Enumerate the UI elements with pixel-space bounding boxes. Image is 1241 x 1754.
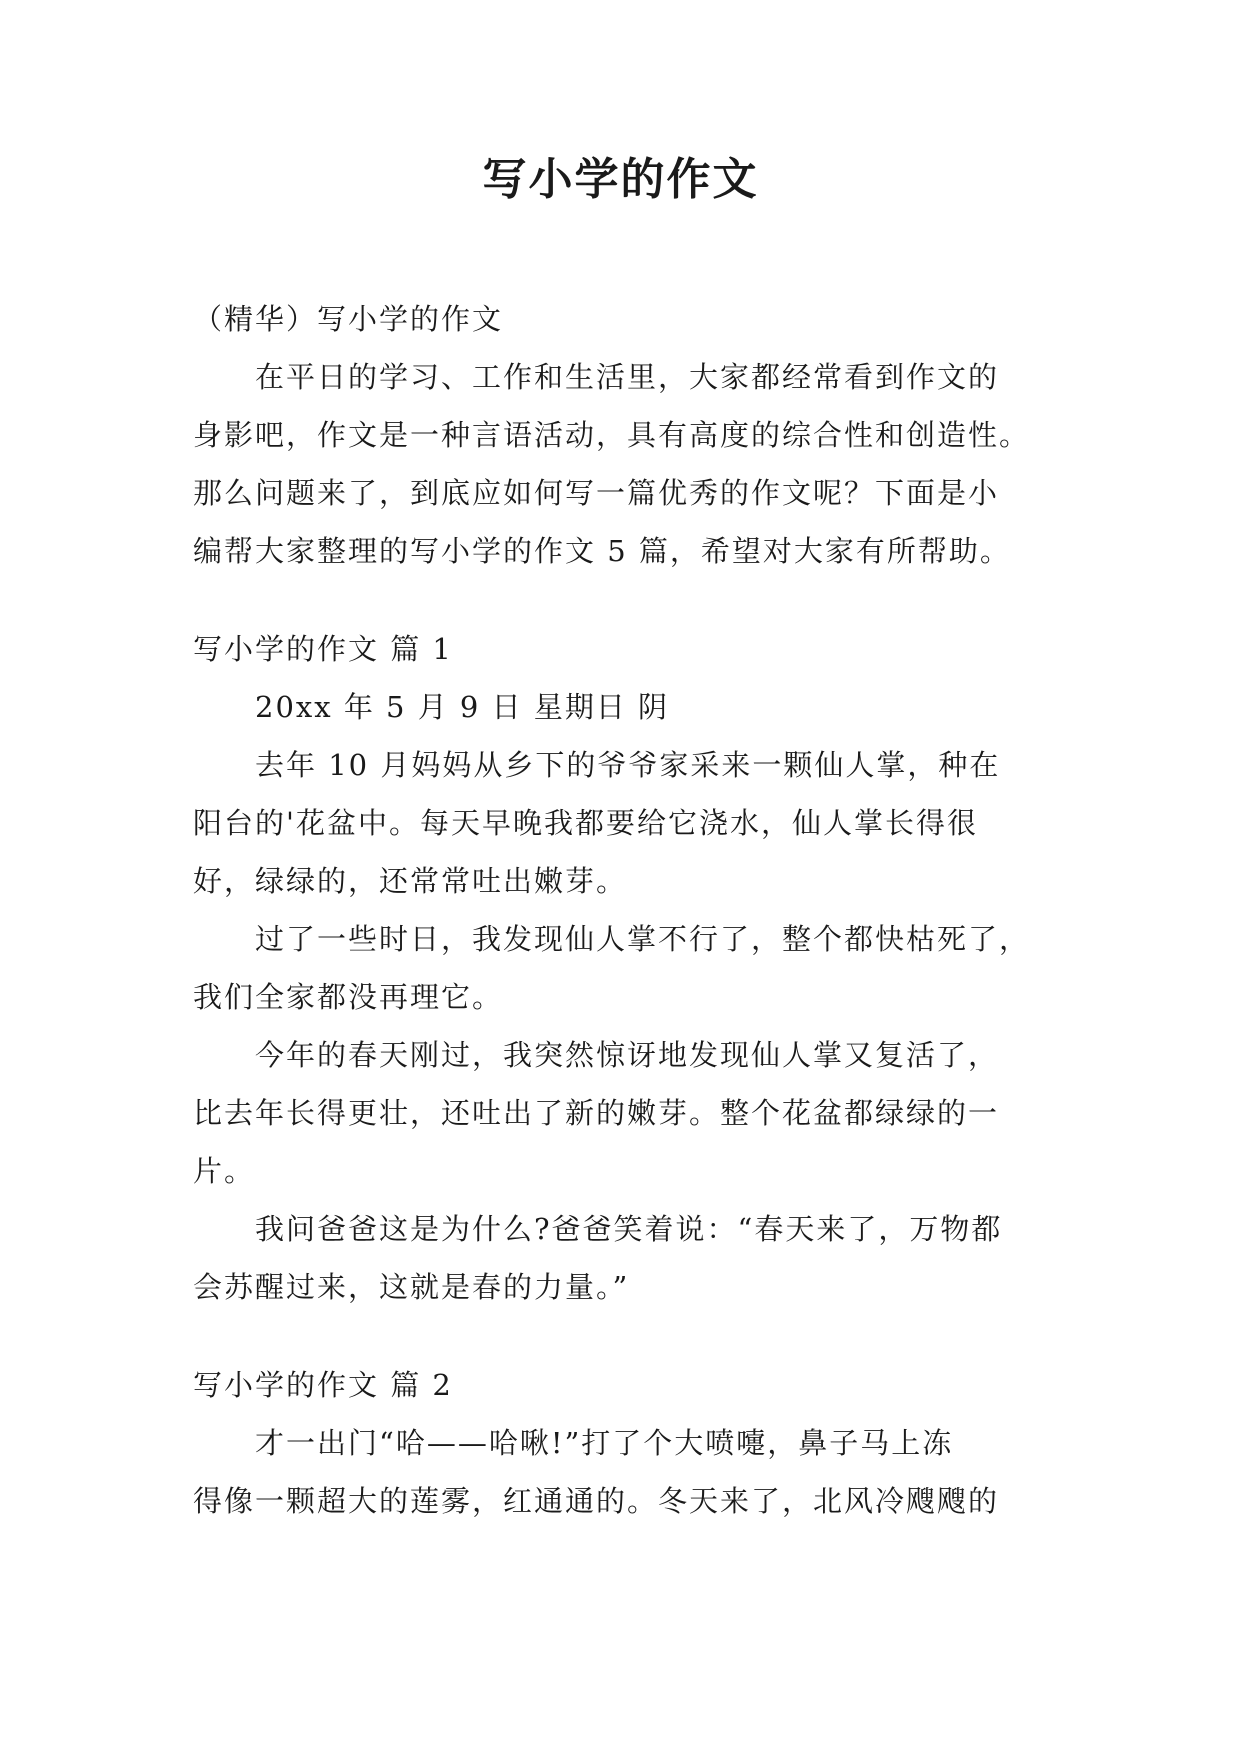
- section-1: [193, 620, 1063, 1316]
- paragraph-line: 去年 10 月妈妈从乡下的爷爷家采来一颗仙人掌，种在: [255, 748, 1001, 782]
- paragraph-line: 编帮大家整理的写小学的作文 5 篇，希望对大家有所帮助。: [193, 534, 1011, 568]
- paragraph-line: 身影吧，作文是一种言语活动，具有高度的综合性和创造性。: [193, 418, 1031, 452]
- paragraph-line: 比去年长得更壮，还吐出了新的嫩芽。整个花盆都绿绿的一: [193, 1096, 1000, 1130]
- paragraph: [193, 910, 1063, 1026]
- paragraph-line: 阳台的'花盆中。每天早晚我都要给它浇水，仙人掌长得很: [193, 806, 978, 840]
- section-spacer: [193, 580, 1063, 620]
- section-heading: 写小学的作文 篇 2: [193, 1368, 453, 1402]
- section-heading: 写小学的作文 篇 1: [193, 632, 453, 666]
- paragraph-line: 会苏醒过来，这就是春的力量。”: [193, 1270, 630, 1304]
- paragraph-line: 好，绿绿的，还常常吐出嫩芽。: [193, 864, 628, 898]
- section-2: [193, 1356, 1063, 1530]
- date-line: 20xx 年 5 月 9 日 星期日 阴: [255, 690, 670, 724]
- paragraph: [193, 1414, 1063, 1530]
- paragraph-line: 我们全家都没再理它。: [193, 980, 504, 1014]
- paragraph-line: 在平日的学习、工作和生活里，大家都经常看到作文的: [255, 360, 1000, 394]
- paragraph-line: 片。: [193, 1154, 256, 1188]
- subtitle: （精华）写小学的作文: [193, 302, 504, 336]
- section-spacer: [193, 1316, 1063, 1356]
- paragraph-line: 过了一些时日，我发现仙人掌不行了，整个都快枯死了，: [255, 922, 1031, 956]
- document-title: 写小学的作文: [482, 154, 759, 205]
- document-body: [193, 290, 1063, 1530]
- paragraph-line: 我问爸爸这是为什么?爸爸笑着说：“春天来了，万物都: [255, 1212, 1003, 1246]
- intro-paragraph: [193, 348, 1063, 580]
- paragraph-line: 得像一颗超大的莲雾，红通通的。冬天来了，北风冷飕飕的: [193, 1484, 1000, 1518]
- paragraph: [193, 736, 1063, 910]
- paragraph: [193, 1200, 1063, 1316]
- paragraph-line: 那么问题来了，到底应如何写一篇优秀的作文呢？下面是小: [193, 476, 1000, 510]
- paragraph-line: 才一出门“哈——哈啾!”打了个大喷嚏，鼻子马上冻: [255, 1426, 954, 1460]
- paragraph-line: 今年的春天刚过，我突然惊讶地发现仙人掌又复活了，: [255, 1038, 1000, 1072]
- paragraph: [193, 1026, 1063, 1200]
